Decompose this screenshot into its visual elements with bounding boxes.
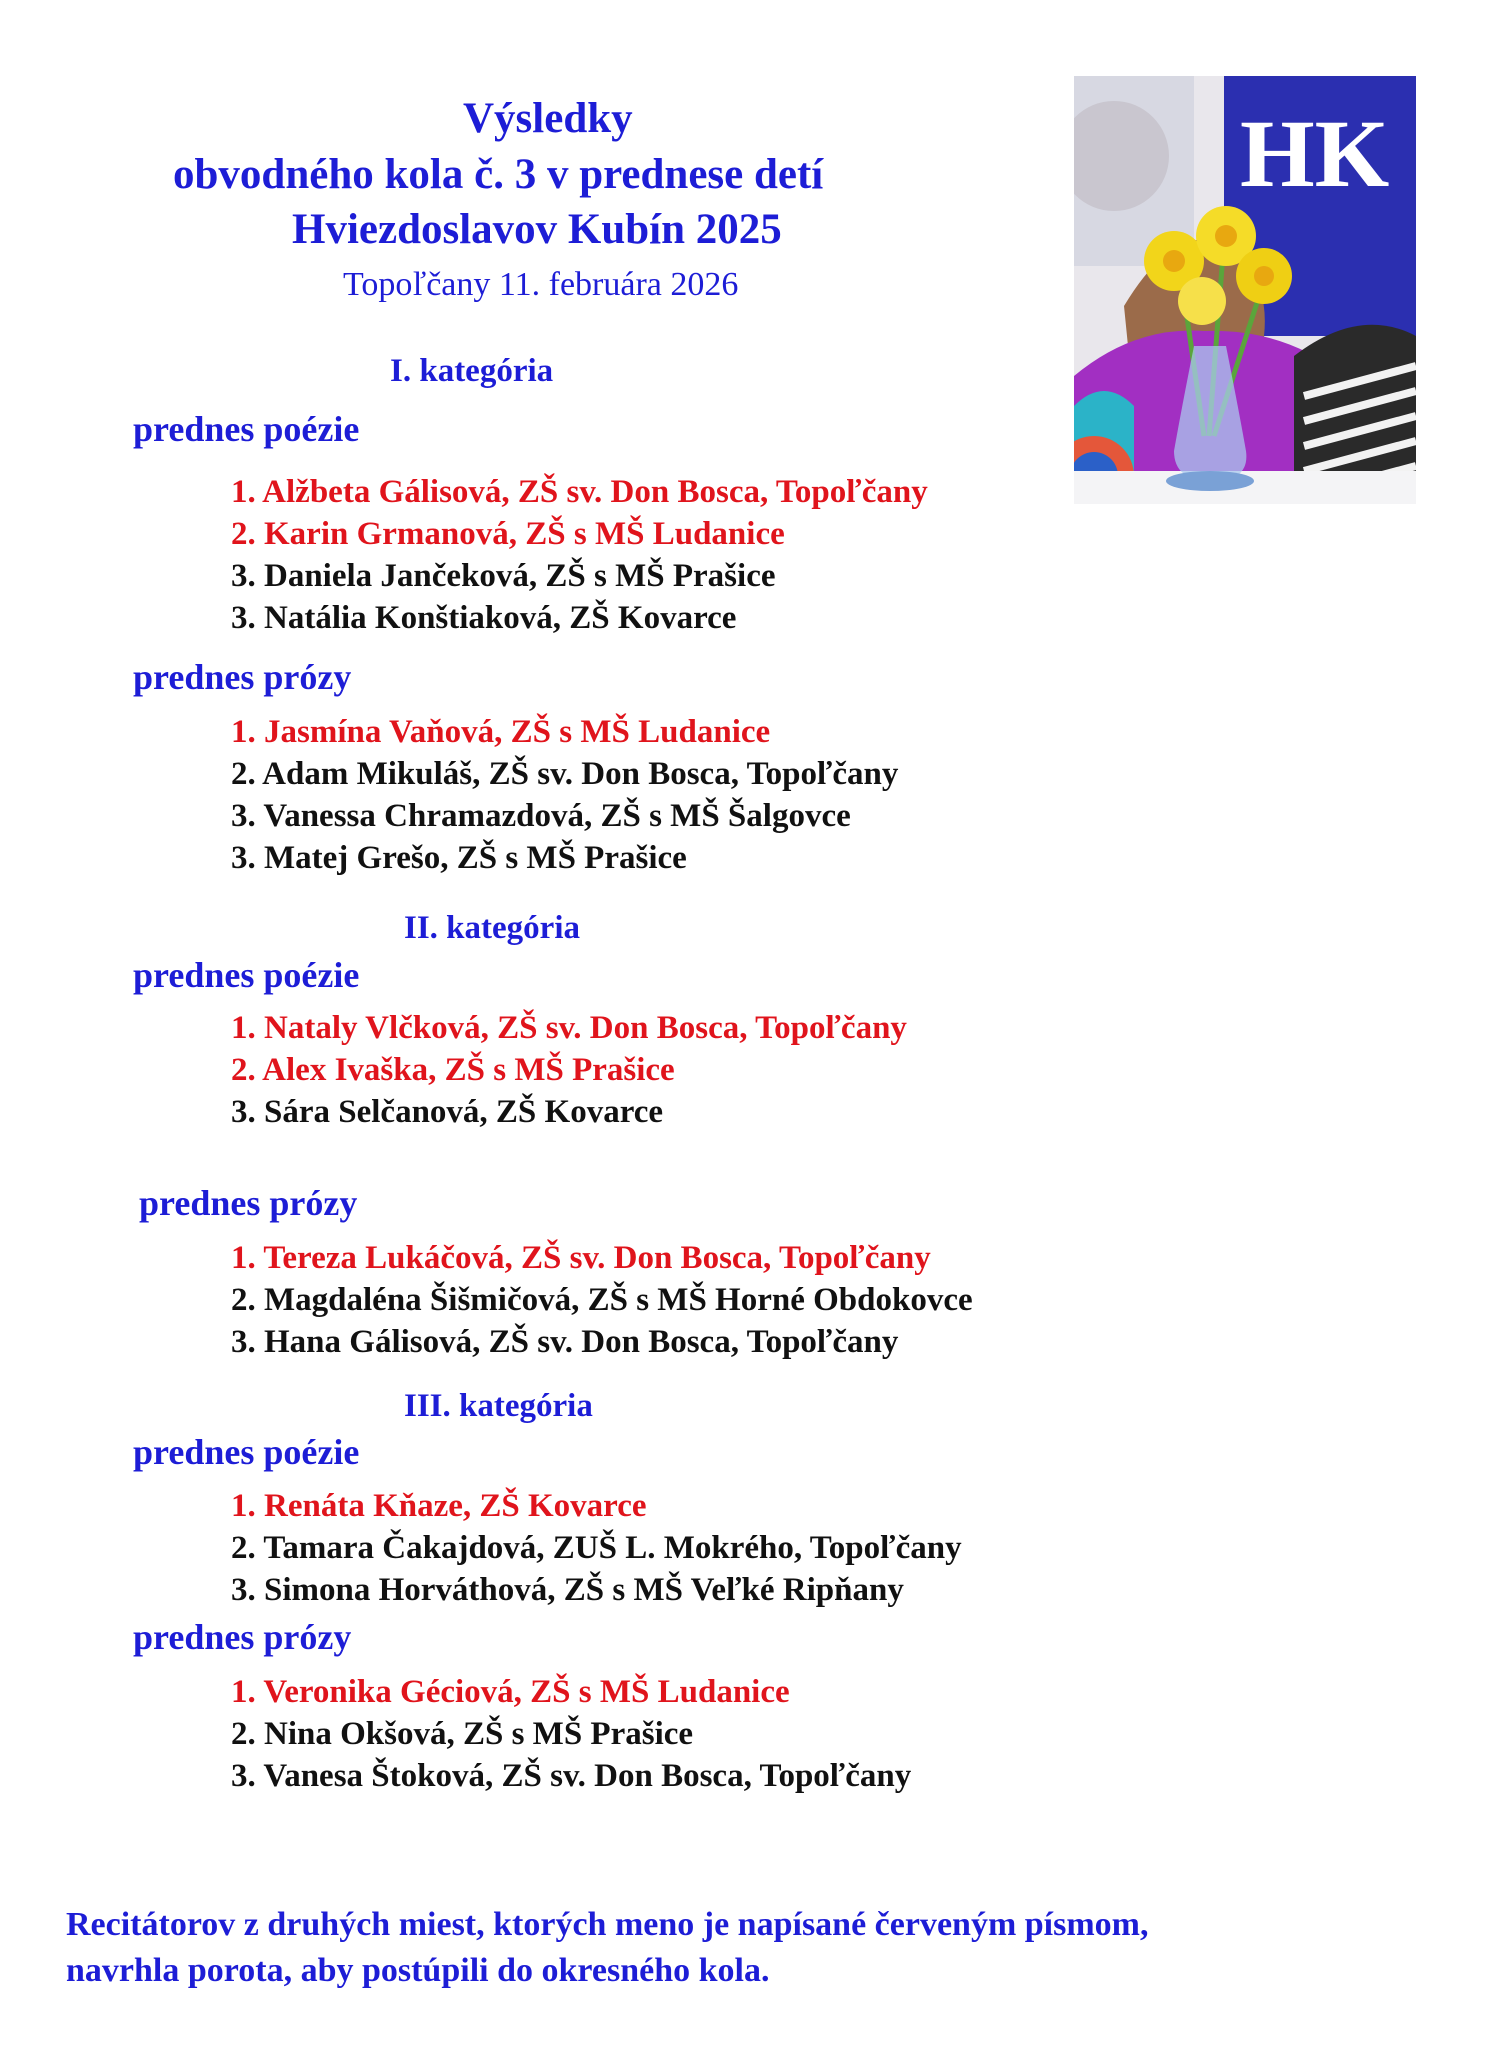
title-line-3: Hviezdoslavov Kubín 2025 (292, 206, 782, 253)
footer-note-line-1: Recitátorov z druhých miest, ktorých meno je napísané červeným písmom, (66, 1906, 1149, 1943)
cat3-prose-entry-3: 3. Vanesa Štoková, ZŠ sv. Don Bosca, Topoľčany (231, 1758, 912, 1794)
cat1-prose-entry-2: 2. Adam Mikuláš, ZŠ sv. Don Bosca, Topoľčany (231, 756, 899, 792)
subtitle-date: Topoľčany 11. februára 2026 (343, 266, 739, 303)
cat3-prose-entry-2: 2. Nina Okšová, ZŠ s MŠ Prašice (231, 1716, 694, 1752)
cat3-poetry-entry-1: 1. Renáta Kňaze, ZŠ Kovarce (231, 1488, 647, 1524)
cat2-prose-entry-2: 2. Magdaléna Šišmičová, ZŠ s MŠ Horné Obdokovce (231, 1282, 973, 1318)
cat1-prose-entry-4: 3. Matej Grešo, ZŠ s MŠ Prašice (231, 840, 687, 876)
category-3-heading: III. kategória (404, 1388, 593, 1424)
event-photo (1074, 76, 1416, 504)
category-2-heading: II. kategória (404, 910, 580, 946)
cat1-poetry-entry-2: 2. Karin Grmanová, ZŠ s MŠ Ludanice (231, 516, 785, 552)
cat1-poetry-entry-1: 1. Alžbeta Gálisová, ZŠ sv. Don Bosca, Topoľčany (231, 474, 928, 510)
cat1-poetry-entry-3: 3. Daniela Jančeková, ZŠ s MŠ Prašice (231, 558, 776, 594)
category-1-heading: I. kategória (390, 353, 554, 389)
cat3-poetry-entry-2: 2. Tamara Čakajdová, ZUŠ L. Mokrého, Topoľčany (231, 1530, 962, 1566)
cat1-prose-entry-3: 3. Vanessa Chramazdová, ZŠ s MŠ Šalgovce (231, 798, 851, 834)
footer-note-line-2: navrhla porota, aby postúpili do okresného kola. (66, 1952, 770, 1989)
cat3-poetry-entry-3: 3. Simona Horváthová, ZŠ s MŠ Veľké Ripňany (231, 1572, 904, 1608)
cat2-poetry-heading: prednes poézie (133, 955, 360, 995)
cat1-prose-heading: prednes prózy (133, 657, 352, 697)
cat2-prose-entry-1: 1. Tereza Lukáčová, ZŠ sv. Don Bosca, Topoľčany (231, 1240, 931, 1276)
title-line-2: obvodného kola č. 3 v prednese detí (173, 151, 824, 198)
cat3-prose-entry-1: 1. Veronika Géciová, ZŠ s MŠ Ludanice (231, 1674, 790, 1710)
cat1-prose-entry-1: 1. Jasmína Vaňová, ZŠ s MŠ Ludanice (231, 714, 771, 750)
hk-banner-text: HK (1240, 100, 1390, 207)
event-photo-illustration (1074, 76, 1416, 504)
cat1-poetry-heading: prednes poézie (133, 409, 360, 449)
cat3-poetry-heading: prednes poézie (133, 1432, 360, 1472)
cat2-prose-heading: prednes prózy (139, 1183, 358, 1223)
cat2-prose-entry-3: 3. Hana Gálisová, ZŠ sv. Don Bosca, Topoľčany (231, 1324, 899, 1360)
title-line-1: Výsledky (463, 95, 633, 142)
cat3-prose-heading: prednes prózy (133, 1617, 352, 1657)
cat2-poetry-entry-1: 1. Nataly Vlčková, ZŠ sv. Don Bosca, Topoľčany (231, 1010, 907, 1046)
cat2-poetry-entry-3: 3. Sára Selčanová, ZŠ Kovarce (231, 1094, 664, 1130)
cat2-poetry-entry-2: 2. Alex Ivaška, ZŠ s MŠ Prašice (231, 1052, 675, 1088)
cat1-poetry-entry-4: 3. Natália Konštiaková, ZŠ Kovarce (231, 600, 737, 636)
